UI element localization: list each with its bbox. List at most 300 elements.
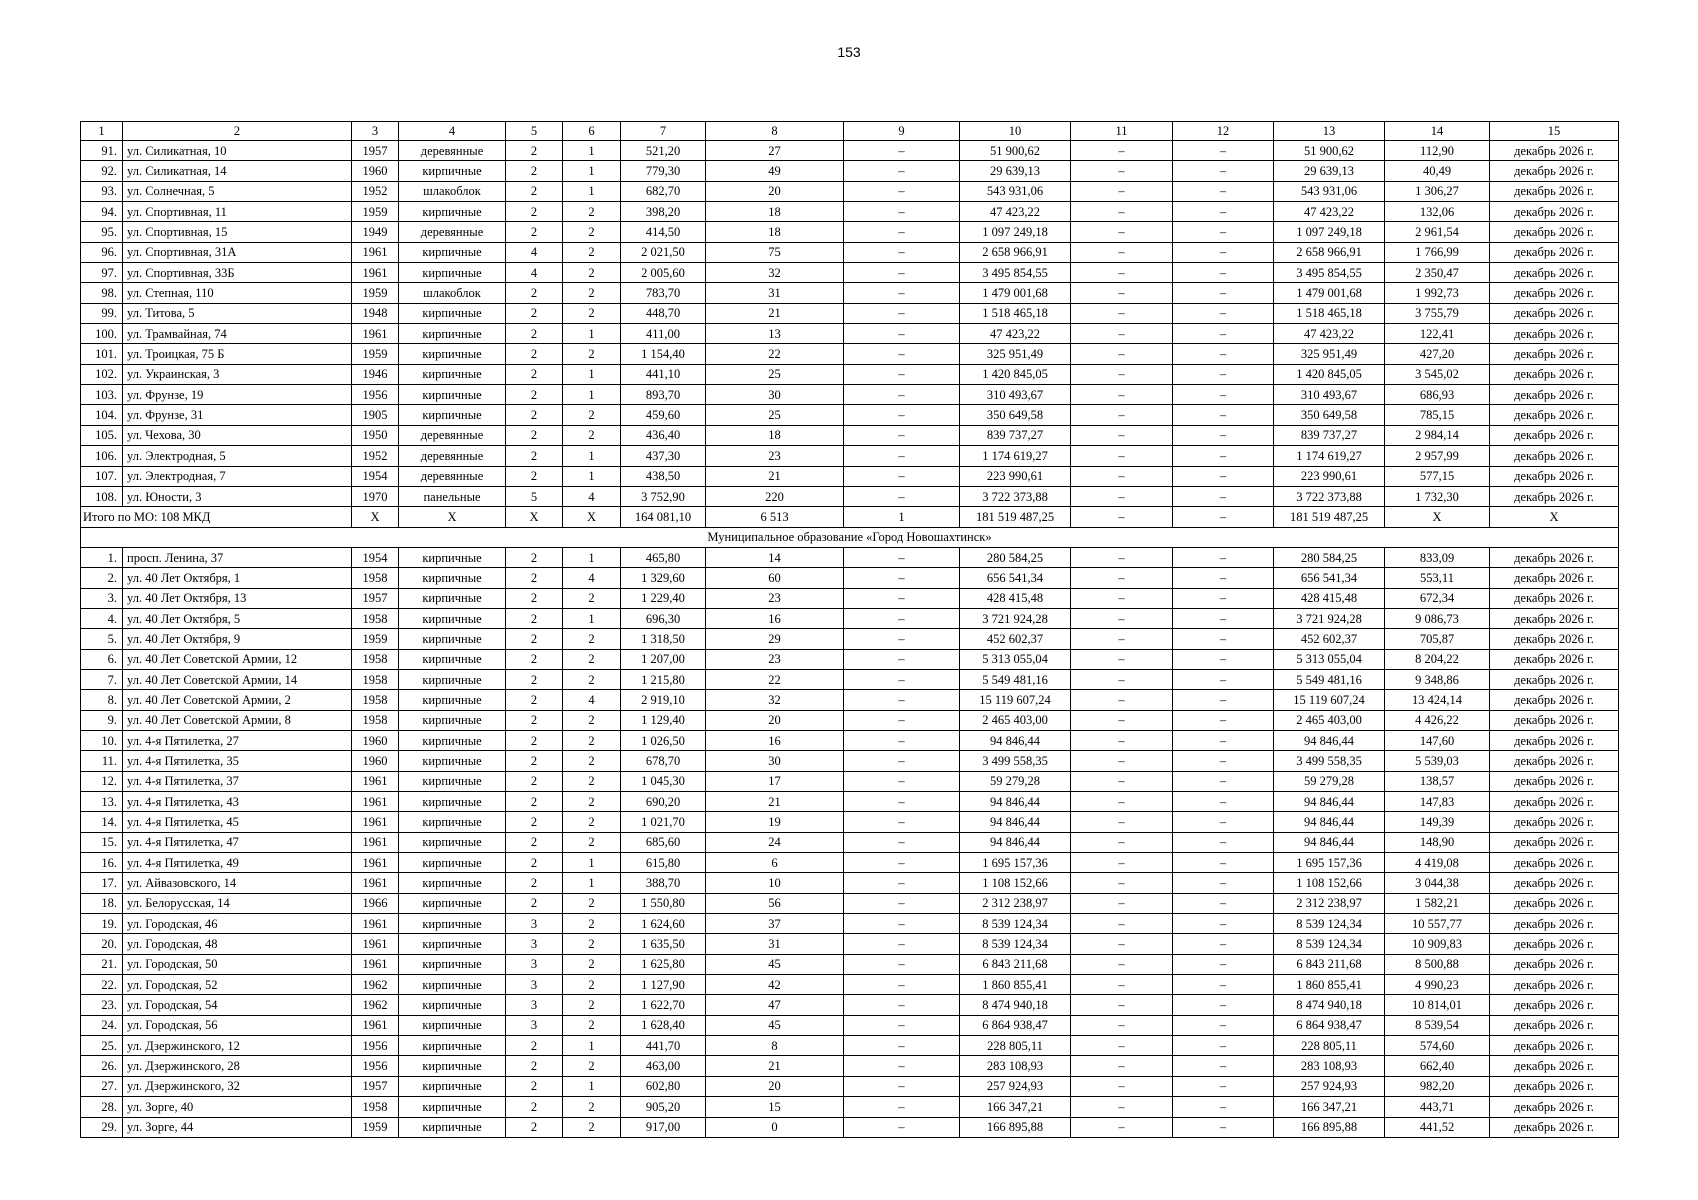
col-13-cell: 94 846,44 [1274,832,1385,852]
col-14-cell: 5 539,03 [1385,751,1490,771]
col-14-cell: 112,90 [1385,141,1490,161]
residents-cell: 25 [706,405,844,425]
deadline-cell: декабрь 2026 г. [1490,710,1619,730]
row-number-cell: 102. [81,364,123,384]
deadline-cell: декабрь 2026 г. [1490,588,1619,608]
col-14-cell: 10 814,01 [1385,995,1490,1015]
col-10-cell: 1 479 001,68 [960,283,1071,303]
residents-cell: 60 [706,568,844,588]
col-9-cell: – [844,1076,960,1096]
wall-material-cell: кирпичные [399,893,506,913]
deadline-cell: декабрь 2026 г. [1490,466,1619,486]
floors-cell: 2 [506,202,563,222]
entrances-cell: 1 [563,466,621,486]
address-cell: ул. 4-я Пятилетка, 49 [123,853,352,873]
deadline-cell: декабрь 2026 г. [1490,751,1619,771]
row-number-cell: 22. [81,975,123,995]
residents-cell: 49 [706,161,844,181]
col-13-cell: 94 846,44 [1274,792,1385,812]
col-12-cell: – [1173,344,1274,364]
address-cell: ул. Силикатная, 14 [123,161,352,181]
entrances-cell: 1 [563,547,621,567]
entrances-cell: 2 [563,242,621,262]
address-cell: ул. 40 Лет Советской Армии, 12 [123,649,352,669]
table-row [81,181,1619,201]
entrances-cell: 2 [563,629,621,649]
year-built-cell: 1961 [352,934,399,954]
col-11-cell: – [1071,242,1173,262]
entrances-cell: 2 [563,202,621,222]
table-row [81,425,1619,445]
table-row [81,1056,1619,1076]
table-row [81,141,1619,161]
residents-cell: 0 [706,1117,844,1137]
col-10-cell: 59 279,28 [960,771,1071,791]
floors-cell: 2 [506,690,563,710]
floors-cell: 2 [506,1076,563,1096]
area-cell: 905,20 [621,1097,706,1117]
col-9-cell: – [844,568,960,588]
address-cell: ул. Зорге, 44 [123,1117,352,1137]
table-row [81,364,1619,384]
col-14-cell: 8 500,88 [1385,954,1490,974]
floors-cell: 2 [506,141,563,161]
table-row [81,995,1619,1015]
wall-material-cell: кирпичные [399,324,506,344]
total-cell: 181 519 487,25 [1274,507,1385,527]
col-14-cell: 148,90 [1385,832,1490,852]
col-14-cell: 3 545,02 [1385,364,1490,384]
wall-material-cell: кирпичные [399,1097,506,1117]
deadline-cell: декабрь 2026 г. [1490,690,1619,710]
col-9-cell: – [844,446,960,466]
entrances-cell: 1 [563,181,621,201]
col-11-cell: – [1071,141,1173,161]
col-12-cell: – [1173,405,1274,425]
col-9-cell: – [844,466,960,486]
floors-cell: 2 [506,649,563,669]
col-9-cell: – [844,893,960,913]
col-13-cell: 656 541,34 [1274,568,1385,588]
col-9-cell: – [844,324,960,344]
floors-cell: 2 [506,853,563,873]
address-cell: ул. Айвазовского, 14 [123,873,352,893]
row-number-cell: 24. [81,1015,123,1035]
floors-cell: 2 [506,710,563,730]
col-10-cell: 2 658 966,91 [960,242,1071,262]
wall-material-cell: кирпичные [399,161,506,181]
col-13-cell: 2 465 403,00 [1274,710,1385,730]
col-10-cell: 94 846,44 [960,812,1071,832]
residents-cell: 15 [706,1097,844,1117]
col-10-cell: 2 312 238,97 [960,893,1071,913]
col-11-cell: – [1071,1015,1173,1035]
row-number-cell: 18. [81,893,123,913]
table-row [81,568,1619,588]
address-cell: ул. 4-я Пятилетка, 47 [123,832,352,852]
col-11-cell: – [1071,893,1173,913]
year-built-cell: 1958 [352,649,399,669]
col-13-cell: 1 518 465,18 [1274,303,1385,323]
col-13-cell: 2 312 238,97 [1274,893,1385,913]
col-12-cell: – [1173,303,1274,323]
wall-material-cell: кирпичные [399,1117,506,1137]
area-cell: 1 154,40 [621,344,706,364]
col-9-cell: – [844,853,960,873]
address-cell: ул. Чехова, 30 [123,425,352,445]
year-built-cell: 1960 [352,751,399,771]
col-11-cell: – [1071,608,1173,628]
year-built-cell: 1961 [352,263,399,283]
year-built-cell: 1948 [352,303,399,323]
total-cell: X [506,507,563,527]
col-10-cell: 325 951,49 [960,344,1071,364]
floors-cell: 4 [506,263,563,283]
entrances-cell: 1 [563,1036,621,1056]
wall-material-cell: деревянные [399,446,506,466]
year-built-cell: 1957 [352,588,399,608]
area-cell: 2 919,10 [621,690,706,710]
table-row [81,893,1619,913]
col-12-cell: – [1173,995,1274,1015]
col-10-cell: 257 924,93 [960,1076,1071,1096]
year-built-cell: 1959 [352,1117,399,1137]
col-10-cell: 839 737,27 [960,425,1071,445]
floors-cell: 2 [506,1056,563,1076]
wall-material-cell: кирпичные [399,303,506,323]
row-number-cell: 1. [81,547,123,567]
col-9-cell: – [844,975,960,995]
table-row [81,873,1619,893]
col-14-cell: 147,83 [1385,792,1490,812]
wall-material-cell: кирпичные [399,914,506,934]
entrances-cell: 2 [563,588,621,608]
col-13-cell: 59 279,28 [1274,771,1385,791]
header-cell: 1 [81,122,123,141]
residents-cell: 16 [706,730,844,750]
table-row [81,710,1619,730]
col-13-cell: 94 846,44 [1274,812,1385,832]
row-number-cell: 96. [81,242,123,262]
col-14-cell: 2 957,99 [1385,446,1490,466]
year-built-cell: 1961 [352,873,399,893]
col-14-cell: 577,15 [1385,466,1490,486]
col-14-cell: 662,40 [1385,1056,1490,1076]
floors-cell: 2 [506,425,563,445]
residents-cell: 21 [706,466,844,486]
entrances-cell: 1 [563,161,621,181]
wall-material-cell: кирпичные [399,649,506,669]
entrances-cell: 4 [563,568,621,588]
floors-cell: 3 [506,914,563,934]
col-9-cell: – [844,669,960,689]
area-cell: 682,70 [621,181,706,201]
col-13-cell: 310 493,67 [1274,385,1385,405]
wall-material-cell: кирпичные [399,242,506,262]
total-cell: X [352,507,399,527]
residents-cell: 42 [706,975,844,995]
address-cell: ул. Дзержинского, 12 [123,1036,352,1056]
wall-material-cell: кирпичные [399,873,506,893]
col-10-cell: 8 474 940,18 [960,995,1071,1015]
table-body [81,122,1619,1138]
deadline-cell: декабрь 2026 г. [1490,324,1619,344]
table-row [81,608,1619,628]
year-built-cell: 1959 [352,344,399,364]
section-row [81,527,1619,547]
entrances-cell: 2 [563,1117,621,1137]
address-cell: ул. 4-я Пятилетка, 43 [123,792,352,812]
row-number-cell: 15. [81,832,123,852]
row-number-cell: 29. [81,1117,123,1137]
table-row [81,1076,1619,1096]
deadline-cell: декабрь 2026 г. [1490,669,1619,689]
address-cell: ул. Спортивная, 33Б [123,263,352,283]
area-cell: 1 318,50 [621,629,706,649]
entrances-cell: 1 [563,608,621,628]
table-row [81,1097,1619,1117]
table-row [81,161,1619,181]
area-cell: 893,70 [621,385,706,405]
col-11-cell: – [1071,690,1173,710]
header-cell: 13 [1274,122,1385,141]
address-cell: ул. 40 Лет Советской Армии, 2 [123,690,352,710]
col-10-cell: 656 541,34 [960,568,1071,588]
floors-cell: 2 [506,771,563,791]
residents-cell: 18 [706,425,844,445]
table-row [81,629,1619,649]
row-number-cell: 101. [81,344,123,364]
year-built-cell: 1961 [352,1015,399,1035]
deadline-cell: декабрь 2026 г. [1490,975,1619,995]
col-9-cell: – [844,263,960,283]
col-14-cell: 122,41 [1385,324,1490,344]
col-14-cell: 3 755,79 [1385,303,1490,323]
address-cell: ул. Фрунзе, 19 [123,385,352,405]
col-14-cell: 1 306,27 [1385,181,1490,201]
table-row [81,730,1619,750]
address-cell: ул. 40 Лет Октября, 13 [123,588,352,608]
address-cell: ул. 4-я Пятилетка, 35 [123,751,352,771]
wall-material-cell: кирпичные [399,1056,506,1076]
entrances-cell: 2 [563,649,621,669]
area-cell: 1 628,40 [621,1015,706,1035]
col-11-cell: – [1071,405,1173,425]
floors-cell: 2 [506,364,563,384]
entrances-cell: 2 [563,263,621,283]
col-12-cell: – [1173,975,1274,995]
entrances-cell: 1 [563,385,621,405]
col-10-cell: 228 805,11 [960,1036,1071,1056]
floors-cell: 3 [506,975,563,995]
header-cell: 9 [844,122,960,141]
col-10-cell: 8 539 124,34 [960,934,1071,954]
entrances-cell: 2 [563,669,621,689]
col-14-cell: 443,71 [1385,1097,1490,1117]
area-cell: 678,70 [621,751,706,771]
row-number-cell: 8. [81,690,123,710]
deadline-cell: декабрь 2026 г. [1490,161,1619,181]
row-number-cell: 92. [81,161,123,181]
col-9-cell: – [844,751,960,771]
deadline-cell: декабрь 2026 г. [1490,568,1619,588]
col-11-cell: – [1071,547,1173,567]
year-built-cell: 1958 [352,1097,399,1117]
total-cell: 1 [844,507,960,527]
col-11-cell: – [1071,1097,1173,1117]
col-11-cell: – [1071,730,1173,750]
page-number: 153 [837,44,861,60]
col-12-cell: – [1173,812,1274,832]
table-row [81,588,1619,608]
col-12-cell: – [1173,547,1274,567]
col-10-cell: 1 695 157,36 [960,853,1071,873]
col-9-cell: – [844,608,960,628]
entrances-cell: 2 [563,303,621,323]
floors-cell: 2 [506,812,563,832]
year-built-cell: 1966 [352,893,399,913]
row-number-cell: 107. [81,466,123,486]
floors-cell: 3 [506,1015,563,1035]
wall-material-cell: шлакоблок [399,181,506,201]
col-10-cell: 428 415,48 [960,588,1071,608]
entrances-cell: 2 [563,1097,621,1117]
address-cell: ул. Зорге, 40 [123,1097,352,1117]
area-cell: 1 207,00 [621,649,706,669]
deadline-cell: декабрь 2026 г. [1490,812,1619,832]
col-9-cell: – [844,161,960,181]
deadline-cell: декабрь 2026 г. [1490,629,1619,649]
residents-cell: 6 [706,853,844,873]
col-13-cell: 47 423,22 [1274,324,1385,344]
col-13-cell: 283 108,93 [1274,1056,1385,1076]
col-11-cell: – [1071,222,1173,242]
col-10-cell: 166 895,88 [960,1117,1071,1137]
address-cell: ул. Городская, 52 [123,975,352,995]
residents-cell: 14 [706,547,844,567]
col-12-cell: – [1173,1056,1274,1076]
table-row [81,466,1619,486]
col-14-cell: 785,15 [1385,405,1490,425]
col-13-cell: 428 415,48 [1274,588,1385,608]
address-cell: ул. Дзержинского, 32 [123,1076,352,1096]
total-cell: X [563,507,621,527]
area-cell: 783,70 [621,283,706,303]
row-number-cell: 16. [81,853,123,873]
table-row [81,975,1619,995]
table-row [81,202,1619,222]
col-12-cell: – [1173,710,1274,730]
col-13-cell: 29 639,13 [1274,161,1385,181]
wall-material-cell: кирпичные [399,364,506,384]
col-14-cell: 4 419,08 [1385,853,1490,873]
deadline-cell: декабрь 2026 г. [1490,832,1619,852]
col-14-cell: 427,20 [1385,344,1490,364]
col-10-cell: 1 174 619,27 [960,446,1071,466]
col-10-cell: 543 931,06 [960,181,1071,201]
wall-material-cell: деревянные [399,466,506,486]
col-11-cell: – [1071,364,1173,384]
col-10-cell: 94 846,44 [960,792,1071,812]
floors-cell: 2 [506,608,563,628]
area-cell: 690,20 [621,792,706,812]
row-number-cell: 98. [81,283,123,303]
col-13-cell: 280 584,25 [1274,547,1385,567]
header-cell: 5 [506,122,563,141]
col-12-cell: – [1173,792,1274,812]
area-cell: 1 229,40 [621,588,706,608]
col-14-cell: 4 990,23 [1385,975,1490,995]
col-14-cell: 2 984,14 [1385,425,1490,445]
deadline-cell: декабрь 2026 г. [1490,853,1619,873]
col-14-cell: 705,87 [1385,629,1490,649]
col-10-cell: 452 602,37 [960,629,1071,649]
col-11-cell: – [1071,853,1173,873]
col-13-cell: 257 924,93 [1274,1076,1385,1096]
address-cell: ул. Украинская, 3 [123,364,352,384]
col-13-cell: 2 658 966,91 [1274,242,1385,262]
wall-material-cell: кирпичные [399,812,506,832]
entrances-cell: 1 [563,446,621,466]
deadline-cell: декабрь 2026 г. [1490,242,1619,262]
col-10-cell: 310 493,67 [960,385,1071,405]
col-14-cell: 9 348,86 [1385,669,1490,689]
row-number-cell: 104. [81,405,123,425]
header-cell: 2 [123,122,352,141]
address-cell: ул. 40 Лет Советской Армии, 14 [123,669,352,689]
col-14-cell: 138,57 [1385,771,1490,791]
row-number-cell: 100. [81,324,123,344]
table-row [81,385,1619,405]
year-built-cell: 1957 [352,1076,399,1096]
residents-cell: 20 [706,710,844,730]
entrances-cell: 2 [563,405,621,425]
header-cell: 11 [1071,122,1173,141]
year-built-cell: 1950 [352,425,399,445]
col-12-cell: – [1173,181,1274,201]
col-11-cell: – [1071,832,1173,852]
col-11-cell: – [1071,324,1173,344]
entrances-cell: 1 [563,853,621,873]
col-11-cell: – [1071,181,1173,201]
col-11-cell: – [1071,812,1173,832]
floors-cell: 2 [506,161,563,181]
col-13-cell: 3 722 373,88 [1274,486,1385,506]
col-12-cell: – [1173,446,1274,466]
year-built-cell: 1970 [352,486,399,506]
col-13-cell: 6 864 938,47 [1274,1015,1385,1035]
area-cell: 2 005,60 [621,263,706,283]
col-12-cell: – [1173,364,1274,384]
year-built-cell: 1952 [352,446,399,466]
row-number-cell: 108. [81,486,123,506]
header-row [81,122,1619,141]
col-10-cell: 47 423,22 [960,202,1071,222]
residents-cell: 220 [706,486,844,506]
col-13-cell: 15 119 607,24 [1274,690,1385,710]
row-number-cell: 91. [81,141,123,161]
col-13-cell: 325 951,49 [1274,344,1385,364]
col-13-cell: 1 860 855,41 [1274,975,1385,995]
col-13-cell: 543 931,06 [1274,181,1385,201]
col-13-cell: 228 805,11 [1274,1036,1385,1056]
deadline-cell: декабрь 2026 г. [1490,893,1619,913]
year-built-cell: 1960 [352,161,399,181]
deadline-cell: декабрь 2026 г. [1490,303,1619,323]
deadline-cell: декабрь 2026 г. [1490,649,1619,669]
row-number-cell: 4. [81,608,123,628]
area-cell: 441,10 [621,364,706,384]
